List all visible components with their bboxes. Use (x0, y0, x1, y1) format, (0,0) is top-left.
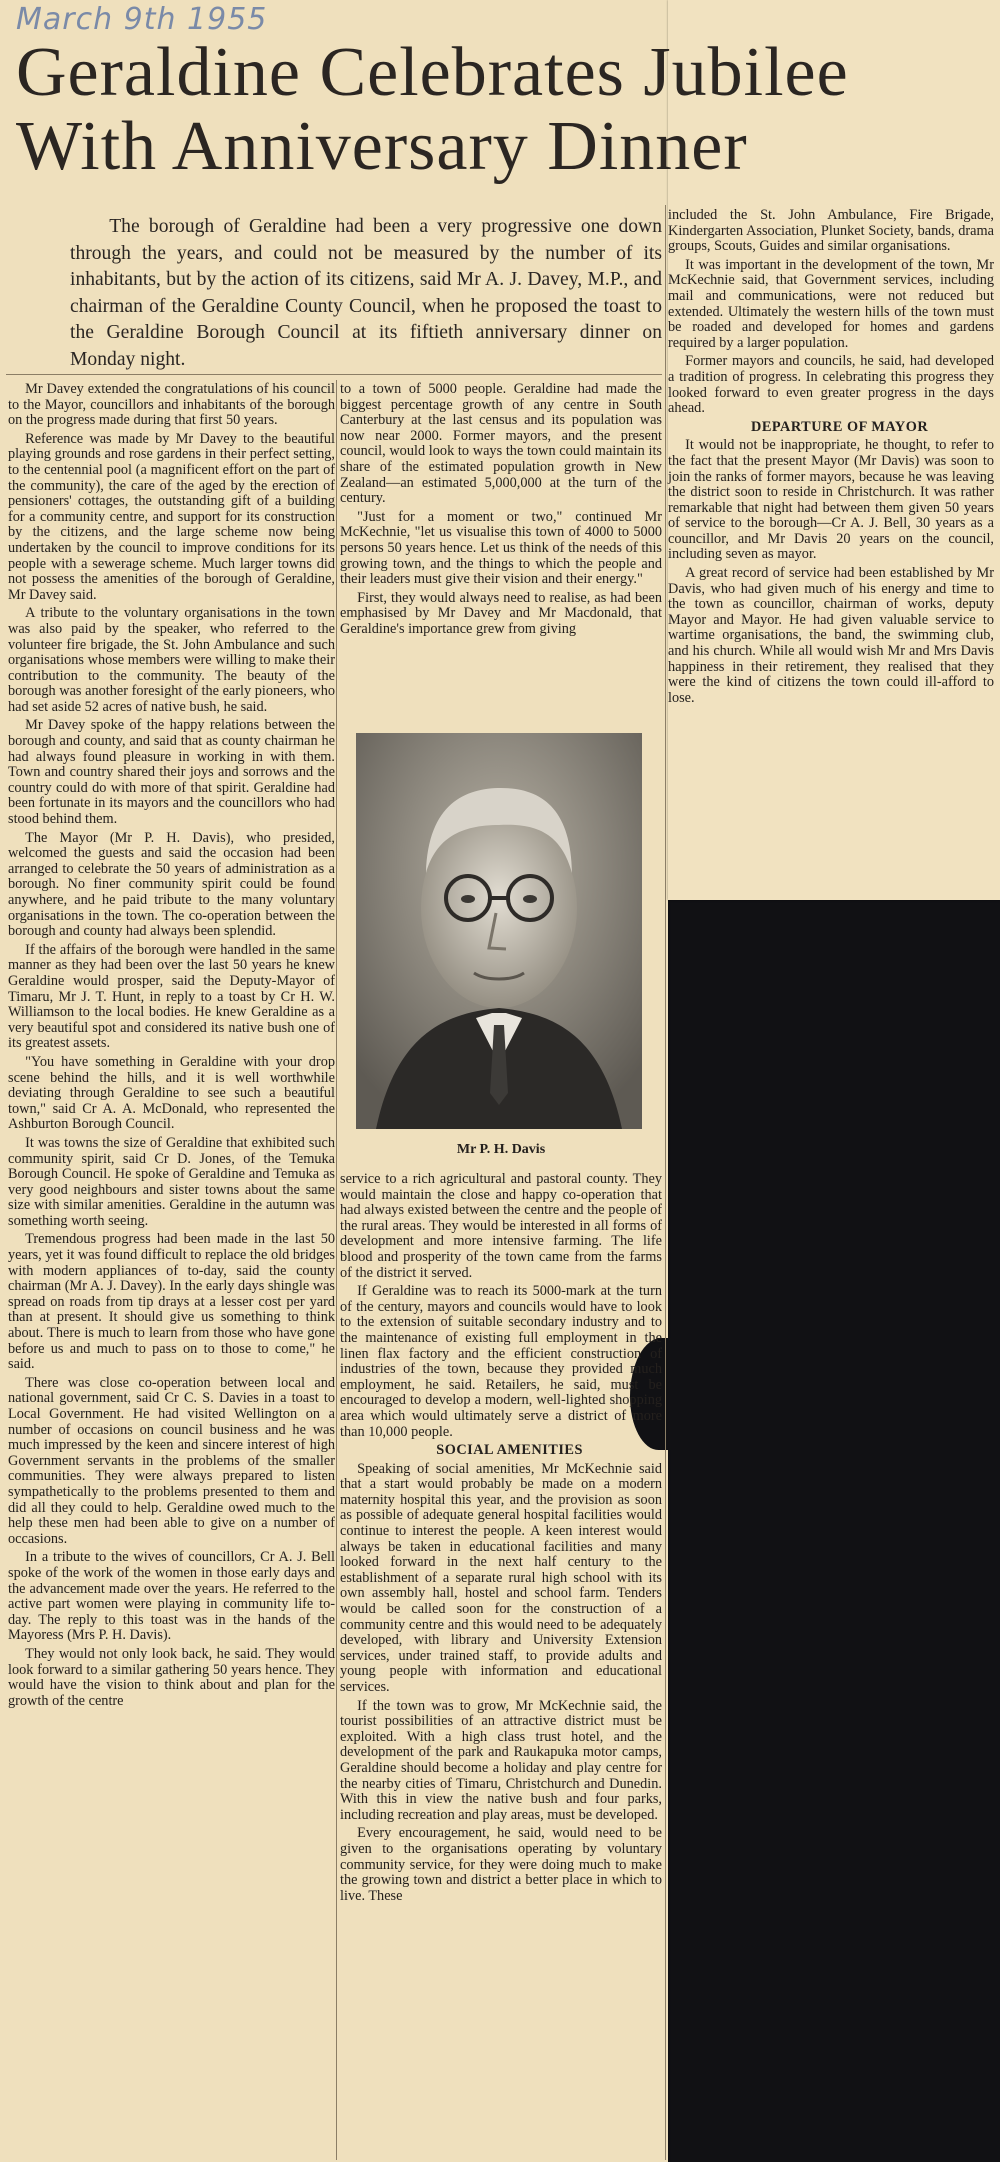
paragraph: Every encouragement, he said, would need to be given to the organisations operating by voluntary community service, for they were doing much to make the growing town and district a better place in which to live. These (340, 1825, 662, 1904)
paragraph: Speaking of social amenities, Mr McKechnie said that a start would probably be made on a modern maternity hospital this year, and the provision as soon as possible of adequate general hospital facilities would continue to interest the people. A keen interest would always be taken in educational facilities and many looked forward in the next half century to the establishment of a separate rural high school with its own assembly hall, hostel and school farm. Tenders would be called soon for the construction of a community centre and this would need to be adequately developed, with library and University Extension services, under trained staff, to provide adults and young people with information and educational services. (340, 1460, 662, 1695)
paragraph: to a town of 5000 people. Geraldine had made the biggest percentage growth of any centre in South Canterbury at the last census and its population was now near 2000. Former mayors, and the present council, would look to ways the town could maintain its share of the estimated population growth in New Zealand—an estimated 5,000,000 at the turn of the century. (340, 381, 662, 507)
paragraph: "Just for a moment or two," continued Mr McKechnie, "let us visualise this town of 4000 to 5000 persons 50 years hence. Let us think of the needs of this growing town, and the things to which the people and their leaders must give their vision and their energy." (340, 508, 662, 588)
paragraph: Former mayors and councils, he said, had developed a tradition of progress. In celebrating this progress they looked forward to even greater progress in the days ahead. (668, 353, 994, 417)
subheading-departure-of-mayor: DEPARTURE OF MAYOR (751, 418, 929, 435)
paragraph: In a tribute to the wives of councillors, Cr A. J. Bell spoke of the work of the women in those early days and the advancement made over the years. He referred to the active part women were playing in community life to-day. The reply to this toast was in the hands of the Mayoress (Mrs P. H. Davis). (8, 1549, 335, 1644)
paragraph: There was close co-operation between local and national government, said Cr C. S. Davies in a toast to Local Government. He had visited Wellington on a number of occasions on council business and he was much impressed by the keen and sincere interest of high Government servants in the problems of the smaller communities. They were always prepared to listen sympathetically to the problems presented to them and did all they could to help. Geraldine owed much to the help these men had been able to give on a number of occasions. (8, 1374, 335, 1547)
paragraph: The Mayor (Mr P. H. Davis), who presided, welcomed the guests and said the occasion had been arranged to celebrate the 50 years of administration as a borough. No finer community spirit could be found anywhere, and he paid tribute to the many voluntary organisations in the town. The co-operation between the borough and county had always been splendid. (8, 829, 335, 940)
divider-horizontal (6, 374, 662, 375)
column-divider (665, 205, 666, 2160)
subheading-social-amenities: SOCIAL AMENITIES (436, 1442, 583, 1459)
paragraph: included the St. John Ambulance, Fire Brigade, Kindergarten Association, Plunket Society, bands, drama groups, Scouts, Guides and similar organisations. (668, 207, 994, 255)
handwritten-date: March 9th 1955 (16, 2, 268, 37)
paragraph: A tribute to the voluntary organisations in the town was also paid by the speaker, who referred to the volunteer fire brigade, the St. John Ambulance and such organisations whose members were willing to make their contribution to the community. The beauty of the borough was another foresight of the early pioneers, who had set aside 52 acres of native bush, he said. (8, 605, 335, 715)
portrait-illustration (356, 733, 642, 1129)
article-column-1 (8, 382, 335, 2160)
paragraph: A great record of service had been established by Mr Davis, who had given much of his energy and time to the town as councillor, chairman of works, deputy Mayor and Mayor. He had given valuable service to wartime organisations, the band, the swimming club, and his church. While all would wish Mr and Mrs Davis happiness in their retirement, they realised that they were the kind of citizens the town could ill-afford to lose. (668, 565, 994, 706)
photo-caption: Mr P. H. Davis (456, 1142, 546, 1157)
paragraph: First, they would always need to realise, as had been emphasised by Mr Davey and Mr Macdonald, that Geraldine's importance grew from giving (340, 589, 662, 637)
column-divider (336, 380, 337, 2160)
headline: Geraldine Celebrates Jubilee With Anniversary Dinner (16, 34, 849, 185)
portrait-photo (356, 733, 642, 1129)
paragraph: If the affairs of the borough were handled in the same manner as they had been over the last 50 years he knew Geraldine would prosper, said the Deputy-Mayor of Timaru, Mr J. T. Hunt, in reply to a toast by Cr H. W. Williamson to the local bodies. He knew Geraldine as a very beautiful spot and considered its native bush one of its greatest assets. (8, 941, 335, 1052)
paragraph: service to a rich agricultural and pastoral county. They would maintain the close and happy co-operation that had always existed between the centre and the people of the rural areas. They would be interested in all forms of development and more intensive farming. The life blood and prosperity of the town came from the farms of the district it served. (340, 1172, 662, 1281)
lead-paragraph: The borough of Geraldine had been a very progressive one down through the years, and could not be measured by the number of its inhabitants, but by the action of its citizens, said Mr A. J. Davey, M.P., and chairman of the Geraldine County Council, when he proposed the toast to the Geraldine Borough Council at its fiftieth anniversary dinner on Monday night. (70, 216, 662, 370)
paragraph: It was important in the development of the town, Mr McKechnie said, that Government services, including mail and communications, were not reduced but extended. Ultimately the western hills of the town must be roaded and developed for homes and gardens required by a larger population. (668, 256, 994, 351)
paragraph: Mr Davey extended the congratulations of his council to the Mayor, councillors and inhabitants of the borough on the progress made during that first 50 years. (8, 382, 335, 429)
paragraph: They would not only look back, he said. They would look forward to a similar gathering 50 years hence. They would have the vision to think about and plan for the growth of the centre (8, 1645, 335, 1709)
article-column-3 (668, 208, 994, 709)
paragraph: Tremendous progress had been made in the last 50 years, yet it was found difficult to replace the old bridges with modern appliances of to-day, said the county chairman (Mr A. J. Davey). In the early days shingle was spread on roads from tip drays at a lesser cost per yard than at present. It should give us something to think about. There is much to learn from those who have gone before us and much to pass on to those to come," he said. (8, 1231, 335, 1373)
paragraph: If Geraldine was to reach its 5000-mark at the turn of the century, mayors and councils would have to look to the extension of suitable secondary industry and to the maintenance of existing full employment in the linen flax factory and the efficient construction of industries of the town, because they provided much employment, he said. Retailers, he said, must be encouraged to develop a modern, well-lighted shopping area which would ultimately serve a district of more than 10,000 people. (340, 1283, 662, 1440)
paragraph: "You have something in Geraldine with your drop scene behind the hills, and it is well worthwhile deviating through Geraldine to see such a beautiful town," said Cr A. A. McDonald, who represented the Ashburton Borough Council. (8, 1053, 335, 1133)
paragraph: It would not be inappropriate, he thought, to refer to the fact that the present Mayor (Mr Davis) was soon to join the ranks of former mayors, because he was leaving the district soon to reside in Christchurch. It was rather remarkable that night had between them given 50 years of service to the borough—Cr A. J. Bell, 30 years as a councillor, and Mr Davis 20 years on the council, including seven as mayor. (668, 437, 994, 563)
article-column-2-bottom (340, 1172, 662, 2160)
paragraph: Mr Davey spoke of the happy relations between the borough and county, and said that as county chairman he had always found pleasure in working in with them. Town and country shared their joys and sorrows and the country could do with more of that spirit. Geraldine had been fortunate in its mayors and the councillors who had stood behind them. (8, 717, 335, 828)
article-column-2-top (340, 382, 662, 641)
paragraph: If the town was to grow, Mr McKechnie said, the tourist possibilities of an attractive district must be exploited. With a high class trust hotel, and the development of the park and Raukapuka motor camps, Geraldine should become a holiday and play centre for the nearby cities of Timaru, Christchurch and Dunedin. With this in view the native bush and four parks, including recreation and play areas, must be developed. (340, 1697, 662, 1823)
paragraph: It was towns the size of Geraldine that exhibited such community spirit, said Cr D. Jones, of the Temuka Borough Council. He spoke of Geraldine and Temuka as very good neighbours and sister towns about the same size with similar amenities. Geraldine in the autumn was something worth seeing. (8, 1134, 335, 1229)
paragraph: Reference was made by Mr Davey to the beautiful playing grounds and rose gardens in their perfect setting, to the centennial pool (a magnificent effort on the part of the community), the care of the aged by the erection of pensioners' cottages, the outstanding gift of a building for a community centre, and support for its construction by the citizens, and the large scheme now being undertaken by the council to improve conditions for its people with a sewerage scheme. Much larger towns did not possess the amenities of the borough of Geraldine, Mr Davey said. (8, 430, 335, 603)
